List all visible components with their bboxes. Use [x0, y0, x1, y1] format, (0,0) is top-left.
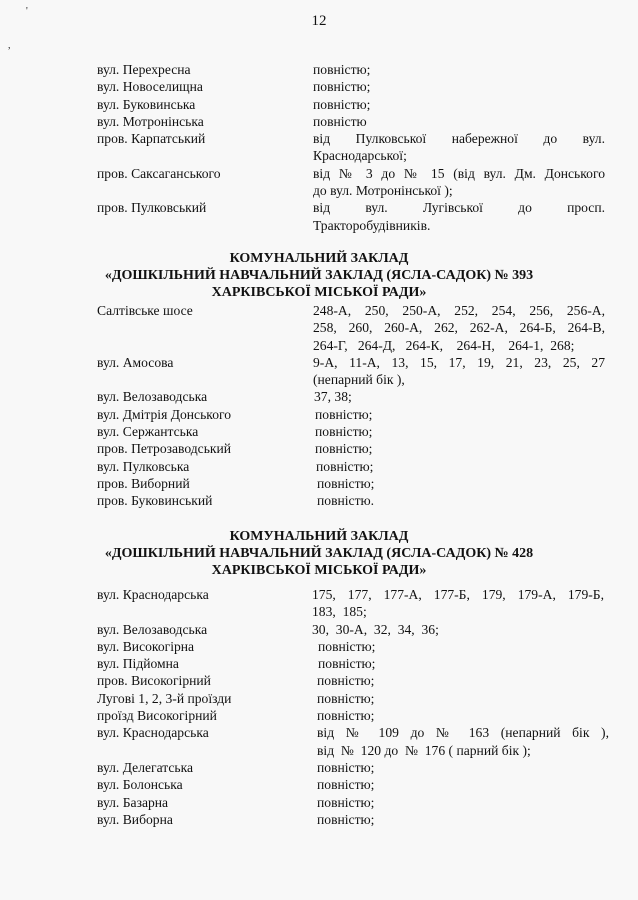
street-row: [97, 458, 617, 475]
institution-heading-428: [0, 528, 638, 579]
street-name: вул. Підйомна: [97, 656, 179, 672]
street-name: вул. Виборна: [97, 811, 173, 827]
house-range-line: від № 3 до № 15 (від вул. Дм. Донського: [313, 165, 605, 181]
street-name: вул. Краснодарська: [97, 725, 209, 741]
street-row: [97, 759, 617, 776]
house-range: [317, 776, 609, 793]
street-name: вул. Делегатська: [97, 759, 194, 775]
street-name: пров. Високогірний: [97, 673, 211, 689]
street-name: вул. Амосова: [97, 354, 174, 370]
street-row: [97, 440, 617, 457]
house-range: [313, 78, 605, 95]
page-number: 12: [311, 13, 327, 29]
house-range-line: повністю;: [317, 475, 375, 491]
street-name: вул. Базарна: [97, 794, 169, 810]
street-name: вул. Буковинська: [97, 96, 196, 112]
street-row: [97, 165, 617, 200]
street-row: [97, 776, 617, 793]
house-range: [318, 638, 610, 655]
house-range-line: повністю;: [317, 673, 375, 689]
house-range-line: Краснодарської;: [313, 148, 407, 164]
street-name: пров. Карпатський: [97, 131, 206, 147]
house-range-line: від Пулковської набережної до вул.: [313, 131, 605, 147]
street-row: [97, 621, 617, 638]
house-range-line: до вул. Мотронінської );: [313, 183, 453, 199]
street-row: [97, 61, 617, 78]
street-row: [97, 423, 617, 440]
street-name: вул. Дмітрія Донського: [97, 406, 232, 422]
house-range: [313, 354, 605, 389]
house-range: [315, 440, 607, 457]
street-list-393: [97, 302, 617, 510]
street-row: [97, 199, 617, 234]
house-range: [313, 113, 605, 130]
house-range: [315, 406, 607, 423]
street-row: [97, 672, 617, 689]
house-range-line: 175, 177, 177-А, 177-Б, 179, 179-А, 179-Б,: [312, 587, 604, 602]
street-row: [97, 78, 617, 95]
street-row: [97, 492, 617, 509]
street-name: пров. Пулковський: [97, 200, 207, 216]
street-row: [97, 586, 617, 621]
house-range: [313, 61, 605, 78]
house-range-line: 30, 30-А, 32, 34, 36;: [312, 621, 439, 637]
street-name: пров. Буковинський: [97, 493, 213, 509]
house-range-line: 9-А, 11-А, 13, 15, 17, 19, 21, 23, 25, 27: [313, 354, 605, 370]
house-range-line: 183, 185;: [312, 604, 367, 620]
heading-line: КОМУНАЛЬНИЙ ЗАКЛАД: [229, 251, 409, 266]
street-name: вул. Високогірна: [97, 638, 195, 654]
street-name: вул. Краснодарська: [97, 587, 209, 602]
street-row: [97, 794, 617, 811]
street-name: проїзд Високогірний: [97, 708, 217, 724]
street-name: вул. Болонська: [97, 777, 183, 793]
house-range: [317, 724, 609, 759]
heading-line: КОМУНАЛЬНИЙ ЗАКЛАД: [229, 529, 409, 544]
heading-line: ХАРКІВСЬКОЇ МІСЬКОЇ РАДИ»: [211, 285, 427, 300]
corner-mark-top: ': [26, 6, 28, 17]
house-range-line: повністю;: [313, 96, 371, 112]
house-range-line: 37, 38;: [314, 389, 352, 405]
house-range: [317, 759, 609, 776]
house-range: [312, 586, 604, 621]
house-range-line: повністю;: [315, 441, 373, 457]
house-range: [317, 690, 609, 707]
house-range-line: повністю;: [318, 656, 376, 672]
street-row: [97, 811, 617, 828]
house-range-line: від № 120 до № 176 ( парний бік );: [317, 742, 531, 758]
house-range-line: 248-А, 250, 250-А, 252, 254, 256, 256-А,: [313, 303, 605, 318]
street-row: [97, 690, 617, 707]
corner-mark-side: ,: [8, 40, 11, 51]
house-range: [313, 302, 605, 354]
house-range: [313, 96, 605, 113]
house-range-line: 264-Г, 264-Д, 264-К, 264-Н, 264-1, 268;: [313, 337, 575, 353]
house-range-line: повністю;: [315, 406, 373, 422]
house-range: [316, 458, 608, 475]
heading-line: «ДОШКІЛЬНИЙ НАВЧАЛЬНИЙ ЗАКЛАД (ЯСЛА-САДОК) № 428: [104, 546, 534, 561]
street-name: вул. Перехресна: [97, 62, 191, 77]
street-name: пров. Саксаганського: [97, 165, 221, 181]
street-row: [97, 406, 617, 423]
house-range: [317, 707, 609, 724]
street-row: [97, 130, 617, 165]
house-range-line: повністю;: [316, 458, 374, 474]
house-range-line: повністю;: [313, 62, 371, 77]
house-range-line: повністю;: [317, 759, 375, 775]
house-range-line: Тракторобудівників.: [313, 217, 431, 233]
street-name: вул. Пулковська: [97, 458, 190, 474]
street-row: [97, 707, 617, 724]
street-name: Салтівське шосе: [97, 303, 193, 318]
house-range-line: повністю;: [315, 424, 373, 440]
house-range-line: повністю;: [318, 638, 376, 654]
house-range: [317, 492, 609, 509]
heading-line: ХАРКІВСЬКОЇ МІСЬКОЇ РАДИ»: [211, 563, 427, 578]
street-row: [97, 655, 617, 672]
house-range: [312, 621, 604, 638]
street-row: [97, 475, 617, 492]
street-name: пров. Виборний: [97, 475, 190, 491]
house-range: [314, 388, 606, 405]
street-row: [97, 96, 617, 113]
house-range-line: повністю.: [317, 493, 375, 509]
street-row: [97, 354, 617, 389]
street-name: вул. Новоселищна: [97, 79, 203, 95]
house-range-line: (непарний бік ),: [313, 372, 405, 388]
house-range-line: 258, 260, 260-А, 262, 262-А, 264-Б, 264-В,: [313, 320, 605, 336]
street-row: [97, 724, 617, 759]
house-range-line: повністю;: [317, 708, 375, 724]
street-row: [97, 302, 617, 354]
street-name: вул. Велозаводська: [97, 621, 208, 637]
house-range: [317, 475, 609, 492]
street-name: пров. Петрозаводський: [97, 441, 232, 457]
house-range: [317, 794, 609, 811]
house-range: [313, 199, 605, 234]
house-range-line: повністю;: [317, 794, 375, 810]
street-row: [97, 113, 617, 130]
house-range-line: повністю;: [317, 811, 375, 827]
street-name: Лугові 1, 2, 3-й проїзди: [97, 690, 232, 706]
house-range: [313, 130, 605, 165]
house-range-line: повністю;: [313, 79, 371, 95]
house-range: [317, 672, 609, 689]
street-row: [97, 388, 617, 405]
institution-heading-393: [0, 250, 638, 301]
house-range-line: повністю;: [317, 777, 375, 793]
house-range-line: від № 109 до № 163 (непарний бік ),: [317, 725, 609, 741]
house-range: [313, 165, 605, 200]
heading-line: «ДОШКІЛЬНИЙ НАВЧАЛЬНИЙ ЗАКЛАД (ЯСЛА-САДОК) № 393: [104, 268, 534, 283]
house-range: [317, 811, 609, 828]
house-range-line: повністю: [313, 113, 367, 129]
street-name: вул. Мотронінська: [97, 113, 204, 129]
house-range: [315, 423, 607, 440]
house-range: [318, 655, 610, 672]
street-list-continued: [97, 61, 617, 234]
street-name: вул. Велозаводська: [97, 389, 208, 405]
street-row: [97, 638, 617, 655]
street-name: вул. Сержантська: [97, 424, 199, 440]
house-range-line: від вул. Лугівської до просп.: [313, 200, 605, 216]
street-list-428: [97, 586, 617, 828]
house-range-line: повністю;: [317, 690, 375, 706]
